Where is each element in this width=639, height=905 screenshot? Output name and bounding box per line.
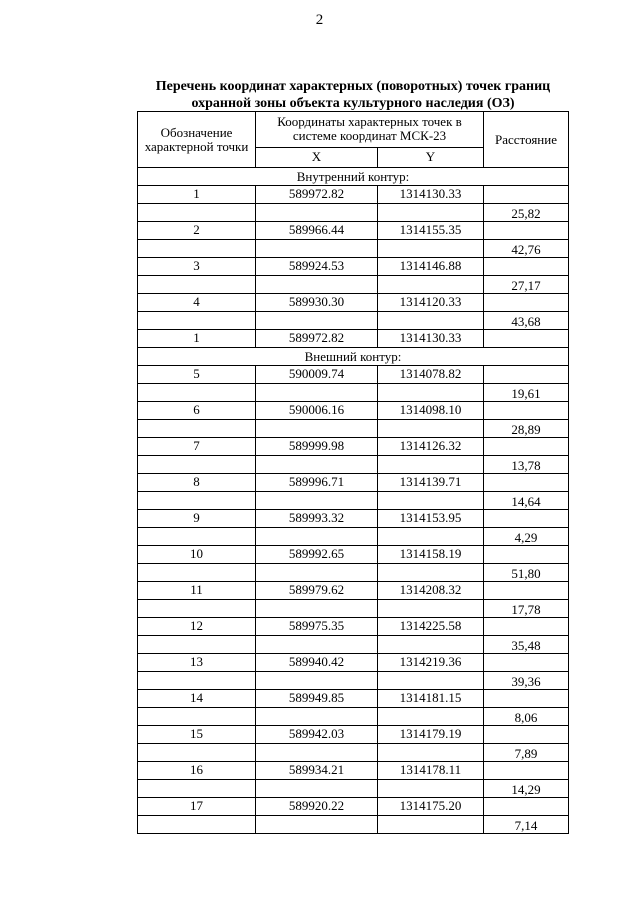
distance-value: 27,17 bbox=[484, 276, 569, 294]
distance-empty bbox=[484, 690, 569, 708]
point-empty bbox=[138, 492, 256, 510]
y-coordinate: 1314179.19 bbox=[378, 726, 484, 744]
point-empty bbox=[138, 240, 256, 258]
y-coordinate: 1314098.10 bbox=[378, 402, 484, 420]
distance-value: 42,76 bbox=[484, 240, 569, 258]
y-empty bbox=[378, 600, 484, 618]
point-empty bbox=[138, 600, 256, 618]
distance-empty bbox=[484, 474, 569, 492]
table-row bbox=[138, 402, 569, 420]
x-coordinate: 589940.42 bbox=[256, 654, 378, 672]
y-coordinate: 1314175.20 bbox=[378, 798, 484, 816]
x-coordinate: 589966.44 bbox=[256, 222, 378, 240]
y-coordinate: 1314146.88 bbox=[378, 258, 484, 276]
table-row bbox=[138, 636, 569, 654]
table-row bbox=[138, 222, 569, 240]
title-line-1: Перечень координат характерных (поворотных) точек границ bbox=[155, 79, 551, 94]
table-row bbox=[138, 582, 569, 600]
point-number: 6 bbox=[138, 402, 256, 420]
x-empty bbox=[256, 708, 378, 726]
distance-empty bbox=[484, 546, 569, 564]
distance-empty bbox=[484, 726, 569, 744]
y-empty bbox=[378, 240, 484, 258]
y-empty bbox=[378, 420, 484, 438]
point-empty bbox=[138, 456, 256, 474]
x-coordinate: 589920.22 bbox=[256, 798, 378, 816]
y-empty bbox=[378, 816, 484, 834]
x-empty bbox=[256, 312, 378, 330]
y-coordinate: 1314225.58 bbox=[378, 618, 484, 636]
y-coordinate: 1314120.33 bbox=[378, 294, 484, 312]
point-number: 3 bbox=[138, 258, 256, 276]
table-row bbox=[138, 618, 569, 636]
y-coordinate: 1314130.33 bbox=[378, 186, 484, 204]
y-coordinate: 1314139.71 bbox=[378, 474, 484, 492]
section-outer-contour-label: Внешний контур: bbox=[138, 348, 569, 366]
distance-value: 17,78 bbox=[484, 600, 569, 618]
table-row bbox=[138, 654, 569, 672]
x-empty bbox=[256, 276, 378, 294]
page-number: 2 bbox=[315, 12, 324, 28]
distance-value: 35,48 bbox=[484, 636, 569, 654]
distance-empty bbox=[484, 366, 569, 384]
table-row bbox=[138, 186, 569, 204]
x-empty bbox=[256, 672, 378, 690]
point-number: 4 bbox=[138, 294, 256, 312]
distance-empty bbox=[484, 618, 569, 636]
point-number: 11 bbox=[138, 582, 256, 600]
distance-value: 39,36 bbox=[484, 672, 569, 690]
table-row bbox=[138, 438, 569, 456]
table-row bbox=[138, 798, 569, 816]
point-number: 15 bbox=[138, 726, 256, 744]
point-number: 16 bbox=[138, 762, 256, 780]
x-empty bbox=[256, 492, 378, 510]
y-coordinate: 1314219.36 bbox=[378, 654, 484, 672]
header-x: X bbox=[256, 147, 378, 167]
x-coordinate: 590006.16 bbox=[256, 402, 378, 420]
distance-value: 43,68 bbox=[484, 312, 569, 330]
header-coordinates: Координаты характерных точек в системе координат МСК-23 bbox=[256, 112, 484, 148]
x-coordinate: 589972.82 bbox=[256, 330, 378, 348]
x-empty bbox=[256, 456, 378, 474]
section-inner-contour bbox=[138, 168, 569, 186]
x-empty bbox=[256, 420, 378, 438]
x-coordinate: 589999.98 bbox=[256, 438, 378, 456]
point-empty bbox=[138, 312, 256, 330]
x-coordinate: 589972.82 bbox=[256, 186, 378, 204]
y-empty bbox=[378, 708, 484, 726]
table-body bbox=[138, 168, 569, 834]
section-inner-contour-label: Внутренний контур: bbox=[138, 168, 569, 186]
point-empty bbox=[138, 636, 256, 654]
point-empty bbox=[138, 816, 256, 834]
y-coordinate: 1314208.32 bbox=[378, 582, 484, 600]
table-row bbox=[138, 492, 569, 510]
table-row bbox=[138, 384, 569, 402]
distance-empty bbox=[484, 762, 569, 780]
distance-value: 4,29 bbox=[484, 528, 569, 546]
table-row bbox=[138, 294, 569, 312]
x-empty bbox=[256, 780, 378, 798]
header-point-designation: Обозначение характерной точки bbox=[138, 112, 256, 168]
y-empty bbox=[378, 744, 484, 762]
table-row bbox=[138, 330, 569, 348]
distance-empty bbox=[484, 330, 569, 348]
distance-empty bbox=[484, 186, 569, 204]
distance-value: 14,29 bbox=[484, 780, 569, 798]
x-empty bbox=[256, 384, 378, 402]
point-empty bbox=[138, 528, 256, 546]
table-row bbox=[138, 510, 569, 528]
x-coordinate: 589975.35 bbox=[256, 618, 378, 636]
table-row bbox=[138, 366, 569, 384]
point-number: 12 bbox=[138, 618, 256, 636]
y-empty bbox=[378, 780, 484, 798]
distance-empty bbox=[484, 222, 569, 240]
distance-empty bbox=[484, 258, 569, 276]
point-empty bbox=[138, 420, 256, 438]
x-empty bbox=[256, 636, 378, 654]
x-coordinate: 590009.74 bbox=[256, 366, 378, 384]
table-row bbox=[138, 240, 569, 258]
x-coordinate: 589992.65 bbox=[256, 546, 378, 564]
distance-value: 51,80 bbox=[484, 564, 569, 582]
y-coordinate: 1314155.35 bbox=[378, 222, 484, 240]
header-distance: Расстояние bbox=[484, 112, 569, 168]
table-row bbox=[138, 420, 569, 438]
point-number: 8 bbox=[138, 474, 256, 492]
distance-empty bbox=[484, 510, 569, 528]
y-empty bbox=[378, 636, 484, 654]
distance-empty bbox=[484, 798, 569, 816]
x-coordinate: 589949.85 bbox=[256, 690, 378, 708]
x-coordinate: 589934.21 bbox=[256, 762, 378, 780]
point-number: 1 bbox=[138, 330, 256, 348]
point-empty bbox=[138, 204, 256, 222]
distance-value: 28,89 bbox=[484, 420, 569, 438]
table-row bbox=[138, 564, 569, 582]
point-empty bbox=[138, 276, 256, 294]
distance-value: 25,82 bbox=[484, 204, 569, 222]
y-coordinate: 1314181.15 bbox=[378, 690, 484, 708]
y-empty bbox=[378, 492, 484, 510]
x-empty bbox=[256, 816, 378, 834]
y-coordinate: 1314130.33 bbox=[378, 330, 484, 348]
y-coordinate: 1314158.19 bbox=[378, 546, 484, 564]
y-empty bbox=[378, 528, 484, 546]
distance-value: 13,78 bbox=[484, 456, 569, 474]
distance-empty bbox=[484, 582, 569, 600]
point-number: 5 bbox=[138, 366, 256, 384]
document-title bbox=[133, 78, 573, 112]
table-row bbox=[138, 672, 569, 690]
y-coordinate: 1314078.82 bbox=[378, 366, 484, 384]
coordinates-table bbox=[137, 111, 569, 834]
x-empty bbox=[256, 564, 378, 582]
table-row bbox=[138, 780, 569, 798]
y-coordinate: 1314178.11 bbox=[378, 762, 484, 780]
distance-value: 7,14 bbox=[484, 816, 569, 834]
distance-empty bbox=[484, 654, 569, 672]
point-empty bbox=[138, 672, 256, 690]
x-empty bbox=[256, 744, 378, 762]
point-empty bbox=[138, 744, 256, 762]
point-empty bbox=[138, 708, 256, 726]
section-outer-contour bbox=[138, 348, 569, 366]
y-coordinate: 1314153.95 bbox=[378, 510, 484, 528]
x-empty bbox=[256, 528, 378, 546]
table-row bbox=[138, 456, 569, 474]
x-coordinate: 589924.53 bbox=[256, 258, 378, 276]
point-number: 14 bbox=[138, 690, 256, 708]
distance-empty bbox=[484, 402, 569, 420]
table-row bbox=[138, 312, 569, 330]
point-number: 1 bbox=[138, 186, 256, 204]
y-empty bbox=[378, 672, 484, 690]
table-row bbox=[138, 204, 569, 222]
point-number: 17 bbox=[138, 798, 256, 816]
x-coordinate: 589979.62 bbox=[256, 582, 378, 600]
table-row bbox=[138, 528, 569, 546]
table-row bbox=[138, 474, 569, 492]
x-coordinate: 589996.71 bbox=[256, 474, 378, 492]
distance-empty bbox=[484, 294, 569, 312]
point-empty bbox=[138, 384, 256, 402]
header-y: Y bbox=[378, 147, 484, 167]
title-line-2: охранной зоны объекта культурного наследия (ОЗ) bbox=[191, 96, 515, 111]
table-row bbox=[138, 276, 569, 294]
table-row bbox=[138, 816, 569, 834]
x-coordinate: 589930.30 bbox=[256, 294, 378, 312]
y-empty bbox=[378, 204, 484, 222]
x-empty bbox=[256, 600, 378, 618]
x-empty bbox=[256, 240, 378, 258]
table-row bbox=[138, 600, 569, 618]
table-row bbox=[138, 546, 569, 564]
y-empty bbox=[378, 564, 484, 582]
distance-empty bbox=[484, 438, 569, 456]
table-row bbox=[138, 762, 569, 780]
table-row bbox=[138, 744, 569, 762]
point-number: 9 bbox=[138, 510, 256, 528]
y-empty bbox=[378, 456, 484, 474]
table-row bbox=[138, 726, 569, 744]
x-coordinate: 589942.03 bbox=[256, 726, 378, 744]
distance-value: 8,06 bbox=[484, 708, 569, 726]
x-empty bbox=[256, 204, 378, 222]
point-empty bbox=[138, 564, 256, 582]
point-number: 13 bbox=[138, 654, 256, 672]
y-empty bbox=[378, 276, 484, 294]
y-empty bbox=[378, 312, 484, 330]
point-number: 2 bbox=[138, 222, 256, 240]
point-number: 10 bbox=[138, 546, 256, 564]
table-row bbox=[138, 690, 569, 708]
table-row bbox=[138, 258, 569, 276]
point-empty bbox=[138, 780, 256, 798]
y-coordinate: 1314126.32 bbox=[378, 438, 484, 456]
x-coordinate: 589993.32 bbox=[256, 510, 378, 528]
distance-value: 19,61 bbox=[484, 384, 569, 402]
distance-value: 7,89 bbox=[484, 744, 569, 762]
point-number: 7 bbox=[138, 438, 256, 456]
y-empty bbox=[378, 384, 484, 402]
table-row bbox=[138, 708, 569, 726]
distance-value: 14,64 bbox=[484, 492, 569, 510]
